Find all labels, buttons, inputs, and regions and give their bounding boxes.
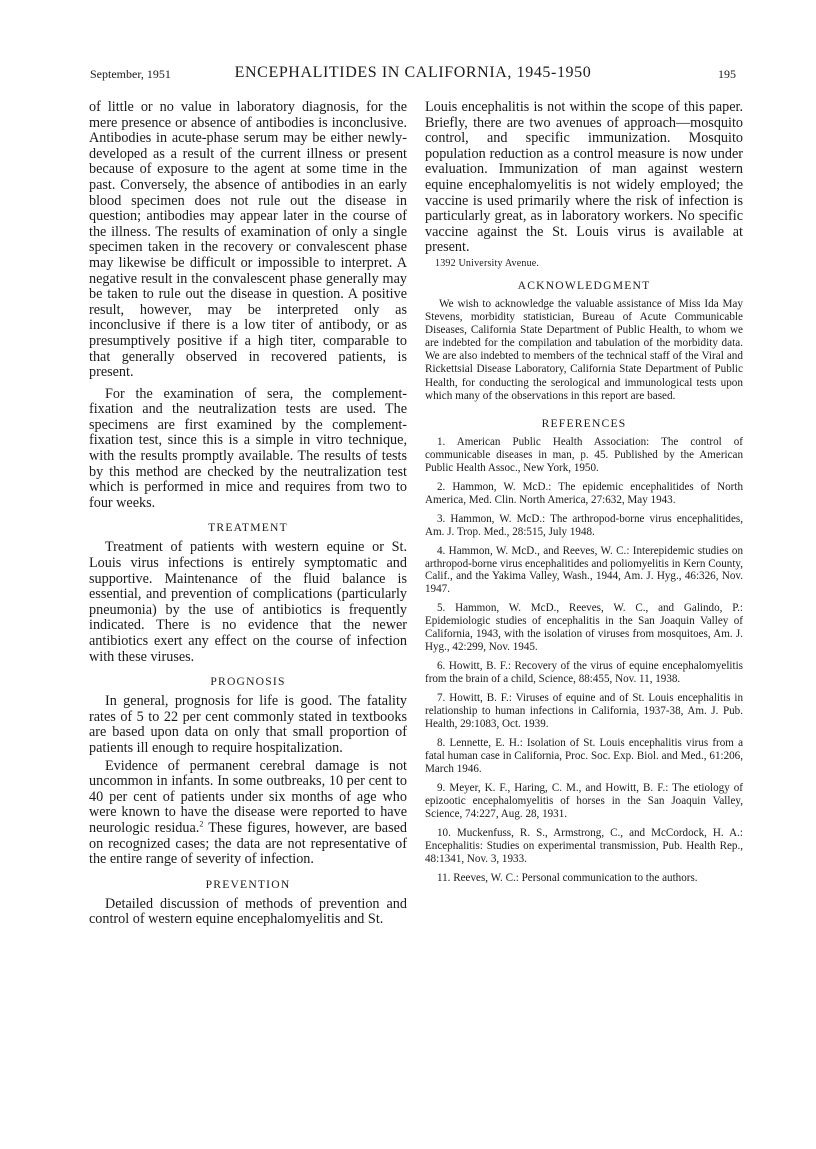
page-number: 195 [718,67,736,81]
prognosis-paragraph-2 [89,759,407,868]
references-heading: REFERENCES [541,416,627,430]
prevention-paragraph: Detailed discussion of methods of prevention and control of western equine encephalomyelitis and St. [89,895,407,928]
reference-item: 2. Hammon, W. McD.: The epidemic encephalitides of North America, Med. Clin. North America, 27:632, May 1943. [425,480,743,506]
running-title: ENCEPHALITIDES IN CALIFORNIA, 1945-1950 [234,64,592,81]
treatment-paragraph: Treatment of patients with western equine or St. Louis virus infections is entirely symptomatic and supportive. Maintenance of the fluid balance is essential, and prevention of complications (particularly pneumonia) by the use of antibiotics is frequently indicated. There is no evidence that the newer antibiotics exert any effect on the course of infection with these viruses. [89,539,407,665]
prognosis-text-b: These figures, however, are based on recognized cases; the data are not representative of the entire range of severity of infection. [89,819,408,868]
sera-examination-paragraph: For the examination of sera, the complement-fixation and the neutralization tests are used. The specimens are first examined by the complement-fixation test, since this is a simple in vitro technique, with the results promptly available. The results of tests by this method are checked by the neutralization test which is performed in mice and requires from two to four weeks. [89,385,407,511]
right-column [425,100,743,891]
reference-item: 9. Meyer, K. F., Haring, C. M., and Howitt, B. F.: The etiology of epizootic encephalomyelitis of horses in the San Joaquin Valley, Science, 74:227, Aug. 28, 1931. [425,782,743,820]
reference-item: 8. Lennette, E. H.: Isolation of St. Louis encephalitis virus from a fatal human case in California, Proc. Soc. Exp. Biol. and Med., 61:206, March 1946. [425,737,743,775]
issue-date: September, 1951 [90,67,171,81]
reference-item: 10. Muckenfuss, R. S., Armstrong, C., and McCordock, H. A.: Encephalitis: Studies on experimental transmission, Pub. Health Rep., 48:1341, Nov. 3, 1933. [425,826,743,865]
reference-item: 5. Hammon, W. McD., Reeves, W. C., and Galindo, P.: Epidemiologic studies of encephalitis in the San Joaquin Valley of California, 1943, with the isolation of viruses from mosquitoes, Am. J. Hyg., 42:299, Nov. 1945. [425,602,743,654]
running-header [90,64,736,86]
footnote-ref: 2 [199,819,204,829]
left-column [89,100,407,928]
prognosis-heading: PROGNOSIS [210,675,286,689]
diagnosis-paragraph: of little or no value in laboratory diagnosis, for the mere presence or absence of antibodies is inconclusive. Antibodies in acute-phase serum may be either newly-developed as a result of the current illness or present because of exposure to the agent at some time in the past. Conversely, the absence of antibodies in an early blood specimen does not rule out the disease in question; antibodies may appear later in the course of the illness. The results of examination of only a single specimen taken in the recovery or convalescent phase may likewise be difficult or impossible to interpret. A negative result in the convalescent phase generally may be taken to rule out the disease in question. A positive result, however, may be interpreted only as inconclusive if there is a low titer of antibody, or as presumptively positive if a high titer, comparable to that generally observed in recovered patients, is present. [89,99,407,381]
prognosis-text-a: Evidence of permanent cerebral damage is not uncommon in infants. In some outbreaks, 10 per cent to 40 per cent of patients under six months of age who were known to have the disease were reported to have neurologic residua. [89,757,407,836]
acknowledgment-paragraph: We wish to acknowledge the valuable assistance of Miss Ida May Stevens, morbidity statistician, Bureau of Acute Communicable Diseases, California State Department of Public Health, to whom we are indebted for the compilation and tabulation of the morbidity data. We are also indebted to members of the technical staff of the Viral and Rickettsial Disease Laboratory, California State Department of Public Health, for conducting the serological and immunological tests upon which many of the observations in this report are based. [425,297,743,402]
author-address: 1392 University Avenue. [435,257,540,269]
reference-item: 1. American Public Health Association: The control of communicable diseases in man, p. 45. Published by the American Public Health Assoc., New York, 1950. [425,435,743,474]
reference-item: 7. Howitt, B. F.: Viruses of equine and of St. Louis encephalitis in relationship to human infections in California, 1937-38, Am. J. Pub. Health, 29:1083, Oct. 1939. [425,692,743,731]
treatment-heading: TREATMENT [208,521,288,535]
reference-item: 6. Howitt, B. F.: Recovery of the virus of equine encephalomyelitis from the brain of a child, Science, 88:455, Nov. 11, 1938. [425,660,743,686]
reference-list [425,436,743,885]
prognosis-paragraph-1: In general, prognosis for life is good. The fatality rates of 5 to 22 per cent commonly stated in textbooks are based upon data on only that small proportion of patients ill enough to require hospitalization. [89,693,407,756]
acknowledgment-heading: ACKNOWLEDGMENT [517,278,651,292]
reference-item: 11. Reeves, W. C.: Personal communication to the authors. [437,871,698,884]
prevention-heading: PREVENTION [205,877,291,891]
reference-item: 4. Hammon, W. McD., and Reeves, W. C.: Interepidemic studies on arthropod-borne virus encephalitides and poliomyelitis in Kern County, Calif., and the Yakima Valley, Wash., 1944, Am. J. Hyg., 46:326, Nov. 1947. [425,544,743,596]
reference-item: 3. Hammon, W. McD.: The arthropod-borne virus encephalitides, Am. J. Trop. Med., 28:515, July 1948. [425,512,743,538]
prevention-continued-paragraph: Louis encephalitis is not within the scope of this paper. Briefly, there are two avenues of approach—mosquito control, and specific immunization. Mosquito population reduction as a control measure is now under evaluation. Immunization of man against western equine encephalomyelitis is not widely employed; the vaccine is used primarily where the risk of infection is particularly great, as in laboratory workers. No specific vaccine against the St. Louis virus is available at present. [425,99,743,256]
